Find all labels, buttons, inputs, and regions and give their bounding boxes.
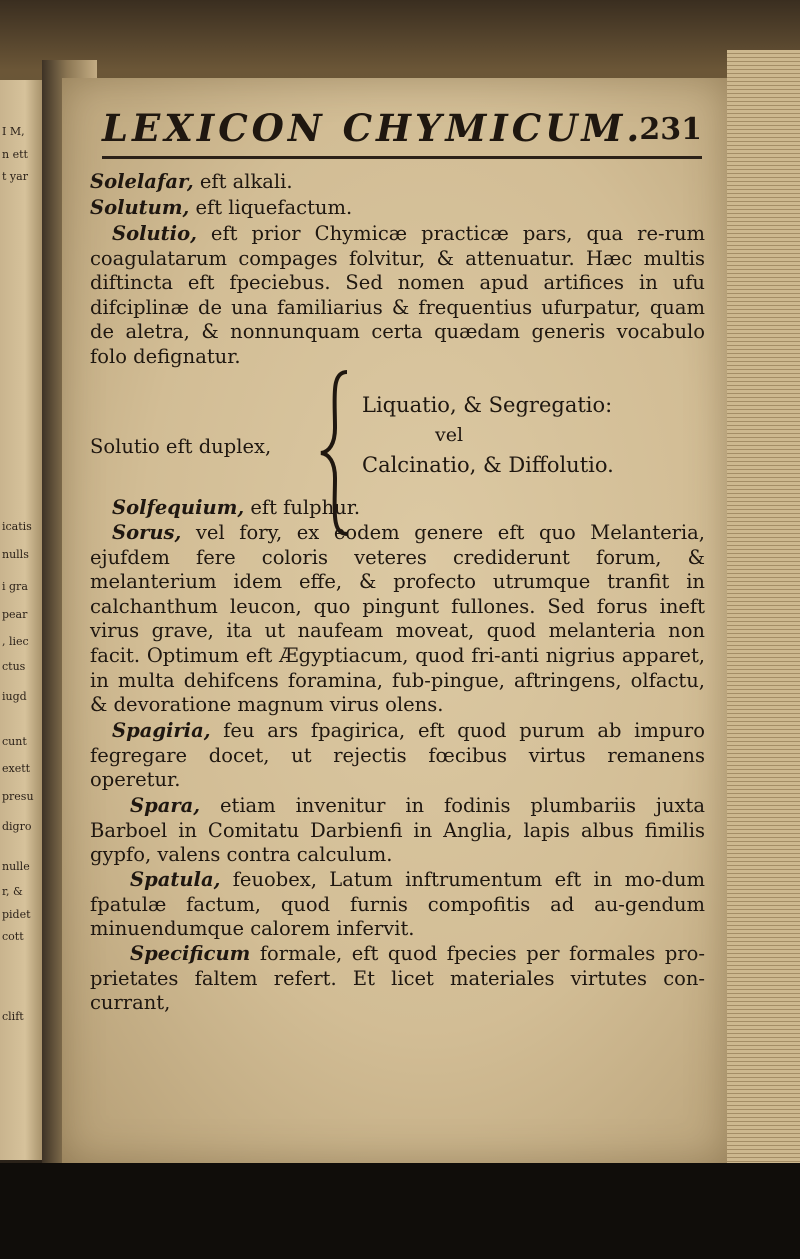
- adjacent-page-fragment: exett: [2, 762, 31, 775]
- adjacent-page-fragment: ctus: [2, 660, 26, 673]
- adjacent-page-fragment: t yar: [2, 170, 28, 183]
- entry-head: Solfequium,: [112, 496, 245, 519]
- adjacent-page-fragment: pidet: [2, 908, 31, 921]
- entry-text: formale, eft quod fpecies per formales pro-prietates faltem refert. Et licet materiales virtutes con-currant,: [90, 942, 705, 1015]
- header-rule: [102, 156, 702, 159]
- adjacent-page-fragment: cunt: [2, 735, 27, 748]
- entry-spagiria: [90, 719, 705, 793]
- adjacent-page-fragment: pear: [2, 608, 28, 621]
- adjacent-page-fragment: r, &: [2, 885, 23, 898]
- entry-text: feuobex, Latum inftrumentum eft in mo-dum fpatulæ factum, quod furnis compofitis ad au-gendum minuendumque calorem infervit.: [90, 868, 705, 941]
- page-header: [102, 106, 702, 156]
- entry-text: eft fulphur.: [244, 496, 361, 519]
- entry-solfequium: [90, 496, 705, 521]
- entry-head: Spatula,: [130, 868, 221, 891]
- entry-sorus: [90, 521, 705, 718]
- adjacent-page-fragment: i gra: [2, 580, 28, 593]
- entry-head: Solutum,: [90, 196, 190, 219]
- adjacent-page-fragment: digro: [2, 820, 32, 833]
- adjacent-page-fragment: iugd: [2, 690, 27, 703]
- adjacent-page-fragment: presu: [2, 790, 34, 803]
- entry-spatula: [90, 868, 705, 942]
- entry-head: Spara,: [130, 794, 201, 817]
- adjacent-page-fragment: nulls: [2, 548, 29, 561]
- division-label: Solutio eft duplex,: [90, 435, 272, 458]
- book-page: [62, 78, 727, 1163]
- entry-text: eft alkali.: [193, 170, 293, 193]
- entry-text: eft prior Chymicæ practicæ pars, qua re-rum coagulatarum compages folvitur, & attenuatur. Hæc multis diftincta eft fpeciebus. Sed nomen apud artifices in ufu difciplinæ de una familiarius & frequentius ufurpatur, quam de aletra, & nonnunquam certa quædam generis vocabulo folo defignatur.: [90, 222, 705, 368]
- entry-head: Solutio,: [112, 222, 197, 245]
- division-connector: vel: [435, 424, 464, 446]
- running-title: LEXICON CHYMICUM.: [102, 106, 644, 150]
- entry-solelafar: [90, 170, 705, 195]
- adjacent-page-fragment: nulle: [2, 860, 30, 873]
- adjacent-page-fragment: clift: [2, 1010, 24, 1023]
- entry-head: Specificum: [130, 942, 251, 965]
- entry-solutum: [90, 196, 705, 221]
- page-number: 231: [639, 112, 702, 147]
- page-edges: [727, 50, 800, 1180]
- division-branch-1: Liquatio, & Segregatio:: [362, 393, 613, 417]
- entry-text: feu ars fpagirica, eft quod purum ab impuro fegregare docet, ut rejectis fœcibus virtus remanens operetur.: [90, 719, 705, 792]
- entry-text: etiam invenitur in fodinis plumbariis juxta Barboel in Comitatu Darbienfi in Anglia, lapis albus fimilis gypfo, valens contra calculum.: [90, 794, 705, 867]
- entry-text: eft liquefactum.: [189, 196, 353, 219]
- entry-spara: [90, 794, 705, 868]
- photo-background: [0, 1163, 800, 1259]
- adjacent-page-fragment: cott: [2, 930, 24, 943]
- adjacent-page-fragment: icatis: [2, 520, 32, 533]
- entry-head: Sorus,: [112, 521, 182, 544]
- adjacent-page-fragment: , liec: [2, 635, 29, 648]
- division-branch-2: Calcinatio, & Diffolutio.: [362, 453, 614, 477]
- entry-solutio: [90, 222, 705, 370]
- entry-text: vel fory, ex eodem genere eft quo Melanteria, ejufdem fere coloris veteres crediderunt forum, & melanterium idem effe, & profecto utrumque tranfit in calchanthum leucon, quo pingunt fullones. Sed forus ineft virus grave, ita ut naufeam moveat, quod melanteria non facit. Optimum eft Ægyptiacum, quod fri-anti nigrius apparet, in multa dehifcens foramina, fub-pingue, aftringens, olfactu, & devoratione magnum virus olens.: [90, 521, 705, 717]
- adjacent-page-fragment: n ett: [2, 148, 28, 161]
- entry-head: Solelafar,: [90, 170, 194, 193]
- entry-head: Spagiria,: [112, 719, 211, 742]
- entry-specificum: [90, 942, 705, 1016]
- adjacent-page-fragment: I M,: [2, 125, 25, 138]
